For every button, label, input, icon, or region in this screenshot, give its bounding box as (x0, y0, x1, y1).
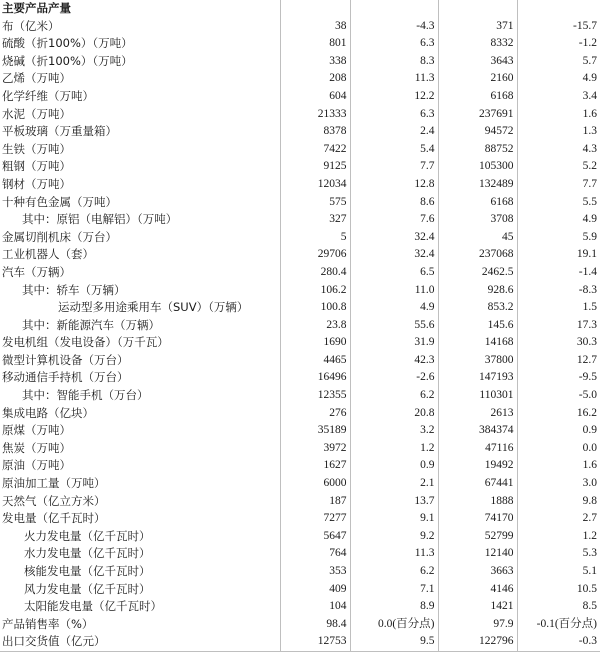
monthly-growth-cell: 0.0(百分点) (350, 616, 438, 634)
cumulative-output-cell: 6168 (438, 88, 517, 106)
product-name-cell: 原油（万吨） (0, 457, 280, 475)
monthly-output-cell: 8378 (280, 123, 350, 141)
cumulative-output-cell: 147193 (438, 369, 517, 387)
table-row (0, 352, 600, 370)
cumulative-growth-cell: 1.6 (582, 107, 597, 120)
cumulative-growth-cell: 5.7 (582, 54, 597, 67)
cumulative-growth-cell: 16.2 (576, 406, 597, 419)
cumulative-output-cell: 237691 (438, 106, 517, 124)
monthly-growth-cell: 20.8 (350, 405, 438, 423)
cumulative-growth-cell: 1.6 (582, 459, 597, 472)
monthly-output-cell: 5647 (280, 528, 350, 546)
table-row (0, 264, 600, 282)
cumulative-output-cell: 74170 (438, 510, 517, 528)
monthly-growth-cell: 2.1 (350, 475, 438, 493)
monthly-output-cell: 29706 (280, 246, 350, 264)
product-name-cell: 移动通信手持机（万台） (0, 369, 280, 387)
cumulative-output-cell: 853.2 (438, 299, 517, 317)
cumulative-output-cell: 122796 (438, 633, 517, 651)
product-name-cell: 平板玻璃（万重量箱） (0, 123, 280, 141)
monthly-output-cell: 7277 (280, 510, 350, 528)
table-row (0, 493, 600, 511)
cumulative-output-cell: 88752 (438, 141, 517, 159)
cumulative-output-cell: 45 (438, 229, 517, 247)
product-name-cell: 钢材（万吨） (0, 176, 280, 194)
cumulative-output-cell: 1421 (438, 598, 517, 616)
monthly-output-cell: 100.8 (280, 299, 350, 317)
table-row (0, 563, 600, 581)
product-name-cell: 出口交货值（亿元） (0, 633, 280, 651)
table-row (0, 510, 600, 528)
cumulative-growth-cell: 30.3 (576, 336, 597, 349)
title-cell-blank (350, 0, 438, 18)
table-row (0, 18, 600, 36)
monthly-output-cell: 3972 (280, 440, 350, 458)
monthly-output-cell: 106.2 (280, 282, 350, 300)
product-name-cell: 布（亿米） (0, 18, 280, 36)
table-row (0, 422, 600, 440)
cumulative-growth-cell: 10.5 (576, 582, 597, 595)
monthly-growth-cell: 11.3 (350, 70, 438, 88)
cumulative-growth-cell: 5.1 (582, 565, 597, 577)
cumulative-growth-cell: 0.0 (582, 441, 597, 454)
table-row (0, 35, 600, 53)
monthly-growth-cell: 32.4 (350, 246, 438, 264)
cumulative-output-cell: 145.6 (438, 317, 517, 335)
cumulative-growth-cell: 1.5 (582, 301, 597, 314)
monthly-output-cell: 409 (280, 581, 350, 599)
monthly-growth-cell: 12.2 (350, 88, 438, 106)
table-row (0, 194, 600, 212)
table-row (0, 581, 600, 599)
monthly-growth-cell: 5.4 (350, 141, 438, 159)
monthly-growth-cell: 9.2 (350, 528, 438, 546)
monthly-output-cell: 338 (280, 53, 350, 71)
cumulative-growth-cell: 2.7 (582, 512, 597, 525)
cumulative-output-cell: 110301 (438, 387, 517, 405)
product-name-cell: 硫酸（折100%）（万吨） (0, 35, 280, 53)
cumulative-output-cell: 2613 (438, 405, 517, 423)
table-row (0, 440, 600, 458)
table-row (0, 616, 600, 634)
table-row (0, 176, 600, 194)
monthly-growth-cell: -2.6 (350, 369, 438, 387)
monthly-output-cell: 12355 (280, 387, 350, 405)
monthly-growth-cell: 55.6 (350, 317, 438, 335)
cumulative-growth-cell: -1.4 (578, 265, 597, 278)
monthly-output-cell: 353 (280, 563, 350, 581)
monthly-growth-cell: 8.6 (350, 194, 438, 212)
monthly-output-cell: 327 (280, 211, 350, 229)
monthly-growth-cell: 11.3 (350, 545, 438, 563)
cumulative-output-cell: 8332 (438, 35, 517, 53)
monthly-growth-cell: 32.4 (350, 229, 438, 247)
product-name-cell: 焦炭（万吨） (0, 440, 280, 458)
monthly-growth-cell: -4.3 (350, 18, 438, 36)
product-name-cell: 粗钢（万吨） (0, 158, 280, 176)
monthly-growth-cell: 13.7 (350, 493, 438, 511)
table-row (0, 282, 600, 300)
cumulative-growth-cell: -5.0 (578, 389, 597, 402)
product-name-cell: 核能发电量（亿千瓦时） (0, 563, 280, 581)
product-name-cell: 风力发电量（亿千瓦时） (0, 581, 280, 599)
cumulative-growth-cell: 19.1 (576, 248, 597, 261)
product-name-cell: 金属切削机床（万台） (0, 229, 280, 247)
monthly-output-cell: 4465 (280, 352, 350, 370)
cumulative-output-cell: 3708 (438, 211, 517, 229)
monthly-growth-cell: 11.0 (350, 282, 438, 300)
cumulative-growth-cell: 4.9 (582, 72, 597, 85)
product-name-cell: 化学纤维（万吨） (0, 88, 280, 106)
product-name-cell: 微型计算机设备（万台） (0, 352, 280, 370)
monthly-growth-cell: 7.1 (350, 581, 438, 599)
monthly-growth-cell: 7.6 (350, 211, 438, 229)
table-row (0, 545, 600, 563)
cumulative-output-cell: 12140 (438, 545, 517, 563)
monthly-output-cell: 16496 (280, 369, 350, 387)
cumulative-growth-cell: 8.5 (582, 600, 597, 613)
cumulative-output-cell: 67441 (438, 475, 517, 493)
table-row (0, 387, 600, 405)
cumulative-growth-cell: 1.3 (582, 125, 597, 138)
cumulative-growth-cell: 3.0 (582, 477, 597, 490)
monthly-output-cell: 9125 (280, 158, 350, 176)
cumulative-growth-cell: 4.9 (582, 213, 597, 226)
monthly-growth-cell: 31.9 (350, 334, 438, 352)
monthly-output-cell: 6000 (280, 475, 350, 493)
table-row (0, 633, 600, 651)
monthly-growth-cell: 6.3 (350, 106, 438, 124)
monthly-output-cell: 98.4 (280, 616, 350, 634)
table-row (0, 299, 600, 317)
cumulative-growth-cell: -15.7 (573, 19, 597, 32)
cumulative-growth-cell: -0.3 (517, 633, 600, 651)
cumulative-growth-cell: -9.5 (578, 371, 597, 384)
cumulative-output-cell: 3643 (438, 53, 517, 71)
cumulative-growth-cell: -1.2 (578, 37, 597, 50)
cumulative-output-cell: 928.6 (438, 282, 517, 300)
product-name-cell: 原煤（万吨） (0, 422, 280, 440)
monthly-output-cell: 280.4 (280, 264, 350, 282)
cumulative-output-cell: 4146 (438, 581, 517, 599)
monthly-output-cell: 1690 (280, 334, 350, 352)
cumulative-growth-cell: -8.3 (578, 283, 597, 296)
title-cell-blank (517, 0, 600, 18)
monthly-growth-cell: 4.9 (350, 299, 438, 317)
monthly-output-cell: 5 (280, 229, 350, 247)
cumulative-output-cell: 384374 (438, 422, 517, 440)
table-row (0, 475, 600, 493)
monthly-output-cell: 21333 (280, 106, 350, 124)
monthly-output-cell: 801 (280, 35, 350, 53)
product-name-cell: 水泥（万吨） (0, 106, 280, 124)
monthly-growth-cell: 8.9 (350, 598, 438, 616)
monthly-output-cell: 35189 (280, 422, 350, 440)
table-title-row (0, 0, 600, 18)
table-row (0, 457, 600, 475)
cumulative-growth-cell: -0.1(百分点) (536, 617, 597, 630)
product-name-cell: 产品销售率（%） (0, 616, 280, 634)
monthly-growth-cell: 3.2 (350, 422, 438, 440)
cumulative-output-cell: 6168 (438, 194, 517, 212)
cumulative-output-cell: 132489 (438, 176, 517, 194)
table-row (0, 53, 600, 71)
table-row (0, 123, 600, 141)
monthly-growth-cell: 2.4 (350, 123, 438, 141)
monthly-growth-cell: 6.2 (350, 387, 438, 405)
product-name-cell: 火力发电量（亿千瓦时） (0, 528, 280, 546)
table-row (0, 229, 600, 247)
cumulative-output-cell: 371 (438, 18, 517, 36)
cumulative-output-cell: 3663 (438, 563, 517, 581)
cumulative-output-cell: 37800 (438, 352, 517, 370)
product-name-cell: 运动型多用途乘用车（SUV）（万辆） (0, 299, 280, 317)
product-name-cell: 工业机器人（套） (0, 246, 280, 264)
cumulative-growth-cell: 5.5 (582, 195, 597, 208)
cumulative-growth-cell: 5.3 (582, 547, 597, 560)
cumulative-output-cell: 14168 (438, 334, 517, 352)
cumulative-output-cell: 97.9 (438, 616, 517, 634)
table-title: 主要产品产量 (0, 0, 280, 18)
product-name-cell: 其中：轿车（万辆） (0, 282, 280, 300)
monthly-output-cell: 23.8 (280, 317, 350, 335)
cumulative-output-cell: 19492 (438, 457, 517, 475)
table-row (0, 141, 600, 159)
monthly-output-cell: 12034 (280, 176, 350, 194)
monthly-output-cell: 575 (280, 194, 350, 212)
monthly-growth-cell: 6.5 (350, 264, 438, 282)
monthly-output-cell: 12753 (280, 633, 350, 651)
monthly-output-cell: 276 (280, 405, 350, 423)
monthly-output-cell: 604 (280, 88, 350, 106)
product-name-cell: 天然气（亿立方米） (0, 493, 280, 511)
table-row (0, 246, 600, 264)
product-name-cell: 水力发电量（亿千瓦时） (0, 545, 280, 563)
table-row (0, 405, 600, 423)
product-name-cell: 太阳能发电量（亿千瓦时） (0, 598, 280, 616)
table-row (0, 211, 600, 229)
cumulative-growth-cell: 7.7 (582, 177, 597, 190)
monthly-growth-cell: 42.3 (350, 352, 438, 370)
product-name-cell: 原油加工量（万吨） (0, 475, 280, 493)
cumulative-output-cell: 105300 (438, 158, 517, 176)
monthly-output-cell: 764 (280, 545, 350, 563)
monthly-growth-cell: 0.9 (350, 457, 438, 475)
product-name-cell: 其中：新能源汽车（万辆） (0, 317, 280, 335)
cumulative-growth-cell: 4.3 (582, 142, 597, 155)
product-name-cell: 生铁（万吨） (0, 141, 280, 159)
product-name-cell: 发电量（亿千瓦时） (0, 510, 280, 528)
monthly-output-cell: 104 (280, 598, 350, 616)
table-row (0, 334, 600, 352)
product-name-cell: 乙烯（万吨） (0, 70, 280, 88)
table-row (0, 528, 600, 546)
title-cell-blank (438, 0, 517, 18)
product-name-cell: 十种有色金属（万吨） (0, 194, 280, 212)
product-name-cell: 烧碱（折100%）（万吨） (0, 53, 280, 71)
monthly-growth-cell: 6.3 (350, 35, 438, 53)
table-row (0, 598, 600, 616)
cumulative-growth-cell: 5.2 (582, 160, 597, 173)
product-name-cell: 汽车（万辆） (0, 264, 280, 282)
table-row (0, 70, 600, 88)
cumulative-output-cell: 94572 (438, 123, 517, 141)
cumulative-growth-cell: 0.9 (582, 424, 597, 437)
monthly-output-cell: 208 (280, 70, 350, 88)
monthly-growth-cell: 1.2 (350, 440, 438, 458)
monthly-growth-cell: 12.8 (350, 176, 438, 194)
cumulative-output-cell: 52799 (438, 528, 517, 546)
cumulative-growth-cell: 17.3 (576, 318, 597, 331)
cumulative-output-cell: 2160 (438, 70, 517, 88)
cumulative-growth-cell: 3.4 (582, 89, 597, 102)
monthly-output-cell: 187 (280, 493, 350, 511)
cumulative-growth-cell: 12.7 (576, 353, 597, 366)
monthly-growth-cell: 9.1 (350, 510, 438, 528)
monthly-output-cell: 1627 (280, 457, 350, 475)
monthly-growth-cell: 6.2 (350, 563, 438, 581)
table-row (0, 88, 600, 106)
table-row (0, 317, 600, 335)
monthly-growth-cell: 9.5 (350, 633, 438, 651)
product-name-cell: 发电机组（发电设备）（万千瓦） (0, 334, 280, 352)
cumulative-growth-cell: 9.8 (582, 494, 597, 507)
product-name-cell: 集成电路（亿块） (0, 405, 280, 423)
monthly-output-cell: 7422 (280, 141, 350, 159)
monthly-growth-cell: 8.3 (350, 53, 438, 71)
cumulative-output-cell: 1888 (438, 493, 517, 511)
cumulative-growth-cell: 5.9 (582, 230, 597, 243)
monthly-growth-cell: 7.7 (350, 158, 438, 176)
table-row (0, 369, 600, 387)
product-name-cell: 其中：原铝（电解铝）（万吨） (0, 211, 280, 229)
cumulative-output-cell: 237068 (438, 246, 517, 264)
title-cell-blank (280, 0, 350, 18)
table-row (0, 106, 600, 124)
cumulative-output-cell: 2462.5 (438, 264, 517, 282)
table-row (0, 158, 600, 176)
cumulative-growth-cell: 1.2 (582, 529, 597, 542)
product-name-cell: 其中：智能手机（万台） (0, 387, 280, 405)
monthly-output-cell: 38 (280, 18, 350, 36)
cumulative-output-cell: 47116 (438, 440, 517, 458)
